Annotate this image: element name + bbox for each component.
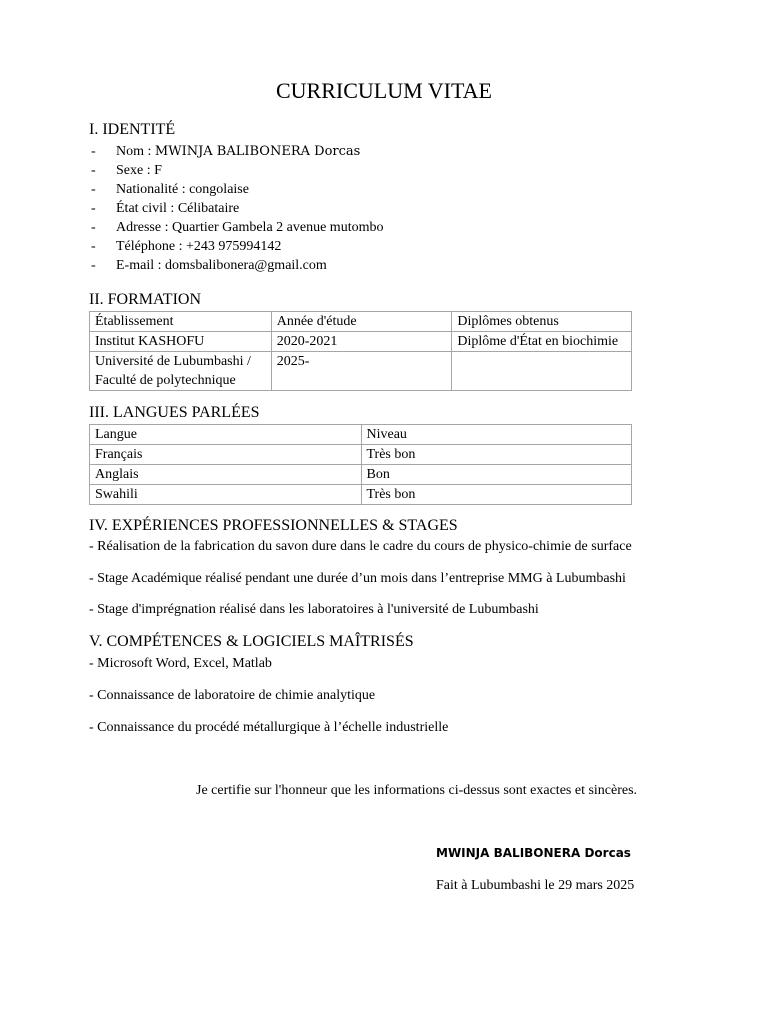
section-heading-langues: III. LANGUES PARLÉES [89,404,260,421]
list-bullet: - [91,239,96,254]
table-header-cell: Année d'étude [271,312,452,332]
document-title: CURRICULUM VITAE [275,78,492,103]
experience-item: - Stage Académique réalisé pendant une durée d’un mois dans l’entreprise MMG à Lubumbashi [89,571,626,586]
identity-item-email: E-mail : domsbalibonera@gmail.com [116,258,327,273]
nom-label: Nom : [116,144,155,159]
identity-item-nom [116,142,360,161]
table-cell: Très bon [361,485,632,505]
experience-item: - Stage d'imprégnation réalisé dans les laboratoires à l'université de Lubumbashi [89,602,539,617]
competence-item: - Microsoft Word, Excel, Matlab [89,656,272,671]
list-bullet: - [91,258,96,273]
table-row [90,485,632,505]
table-cell: Diplôme d'État en biochimie [452,332,632,352]
table-cell [90,352,272,391]
certification-statement: Je certifie sur l'honneur que les informations ci-dessus sont exactes et sincères. [196,783,638,798]
cell-line: Université de Lubumbashi / [95,354,251,369]
identity-item-etat-civil: État civil : Célibataire [116,201,240,216]
table-cell: Bon [361,465,632,485]
identity-item-telephone: Téléphone : +243 975994142 [116,239,282,254]
section-heading-competences: V. COMPÉTENCES & LOGICIELS MAÎTRISÉS [89,633,414,650]
identity-item-sexe: Sexe : F [116,163,162,178]
list-bullet: - [91,163,96,178]
table-cell: 2025- [271,352,452,391]
nom-value: MWINJA BALIBONERA Dorcas [154,144,361,159]
table-header-cell: Niveau [361,425,632,445]
identity-item-adresse: Adresse : Quartier Gambela 2 avenue mutombo [116,220,384,235]
table-header-row [90,425,632,445]
competence-item: - Connaissance du procédé métallurgique à l’échelle industrielle [89,720,449,735]
formation-table [89,311,632,391]
identity-item-nationalite: Nationalité : congolaise [116,182,249,197]
table-header-cell: Établissement [90,312,272,332]
table-row [90,352,632,391]
list-bullet: - [91,182,96,197]
table-cell [452,352,632,391]
table-row [90,332,632,352]
list-bullet: - [91,220,96,235]
table-cell: Anglais [90,465,362,485]
signature-name: MWINJA BALIBONERA Dorcas [436,846,631,860]
experience-item: - Réalisation de la fabrication du savon dure dans le cadre du cours de physico-chimie de surface [89,539,632,554]
table-cell: Swahili [90,485,362,505]
langues-table [89,424,632,505]
table-cell: Institut KASHOFU [90,332,272,352]
place-date: Fait à Lubumbashi le 29 mars 2025 [436,878,635,893]
table-header-row [90,312,632,332]
competence-item: - Connaissance de laboratoire de chimie analytique [89,688,376,703]
table-row [90,465,632,485]
table-row [90,445,632,465]
table-cell: Très bon [361,445,632,465]
table-header-cell: Diplômes obtenus [452,312,632,332]
list-bullet: - [91,201,96,216]
table-cell: Français [90,445,362,465]
table-cell: 2020-2021 [271,332,452,352]
section-heading-experiences: IV. EXPÉRIENCES PROFESSIONNELLES & STAGES [89,517,458,534]
list-bullet: - [91,144,96,159]
cell-line: Faculté de polytechnique [95,373,236,388]
table-header-cell: Langue [90,425,362,445]
section-heading-formation: II. FORMATION [89,291,201,308]
section-heading-identite: I. IDENTITÉ [89,121,176,138]
